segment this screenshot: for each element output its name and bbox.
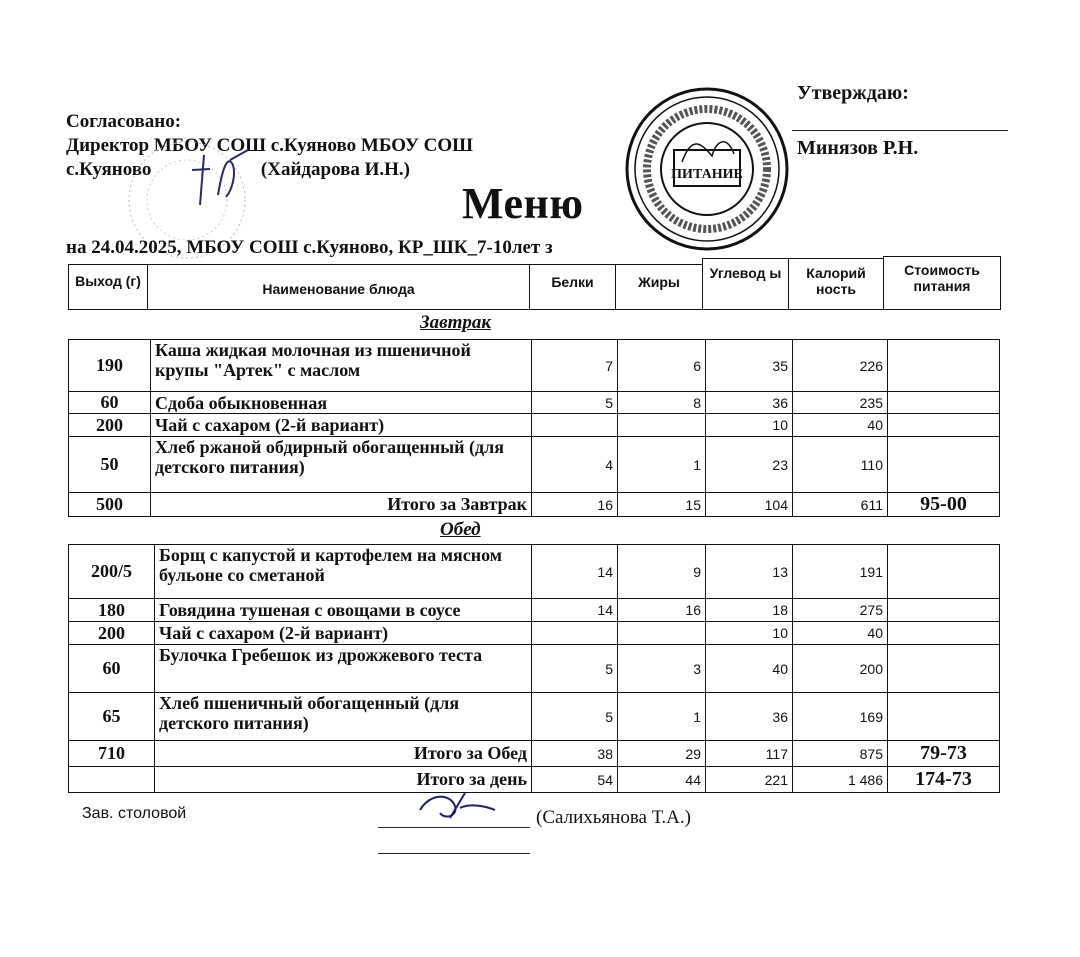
table-row [69, 340, 1000, 392]
cell-calories: 275 [793, 599, 888, 622]
header-name: Наименование блюда [147, 264, 530, 310]
cell-output: 200 [69, 622, 155, 645]
cell-cost [888, 414, 1000, 437]
cell-output: 200/5 [69, 545, 155, 599]
confirm-signature-line [792, 130, 1008, 131]
confirm-label: Утверждаю: [797, 82, 909, 104]
cell-carbs: 36 [706, 392, 793, 414]
cell-carbs: 40 [706, 645, 793, 693]
cell-cost: 174-73 [888, 767, 1000, 793]
table-row [69, 437, 1000, 493]
cell-fat [618, 414, 706, 437]
header-carbs: Углевод ы [702, 258, 789, 310]
cell-protein: 7 [532, 340, 618, 392]
approved-name: (Хайдарова И.Н.) [260, 159, 411, 180]
cell-name: Булочка Гребешок из дрожжевого теста [155, 645, 532, 693]
total-row [69, 741, 1000, 767]
cell-fat: 1 [618, 693, 706, 741]
table-row [69, 414, 1000, 437]
cell-carbs: 35 [706, 340, 793, 392]
stamp-text: ПИТАНИЕ [671, 167, 743, 182]
header-fat: Жиры [615, 264, 703, 310]
cell-carbs: 18 [706, 599, 793, 622]
cell-carbs: 104 [706, 493, 793, 517]
cell-carbs: 117 [706, 741, 793, 767]
cell-name: Хлеб пшеничный обогащенный (для детского питания) [155, 693, 532, 741]
table-row [69, 392, 1000, 414]
section-breakfast: Завтрак [420, 312, 492, 333]
table-row [69, 645, 1000, 693]
cell-name: Чай с сахаром (2-й вариант) [151, 414, 532, 437]
menu-subtitle: на 24.04.2025, МБОУ СОШ с.Куяново, КР_ШК_7-10лет з [66, 237, 553, 258]
signature-line [378, 827, 530, 828]
cell-cost [888, 599, 1000, 622]
cell-calories: 875 [793, 741, 888, 767]
cell-fat: 29 [618, 741, 706, 767]
cell-fat: 15 [618, 493, 706, 517]
cell-calories: 611 [793, 493, 888, 517]
cell-fat: 16 [618, 599, 706, 622]
cell-name: Борщ с капустой и картофелем на мясном бульоне со сметаной [155, 545, 532, 599]
cell-carbs: 10 [706, 414, 793, 437]
cell-fat: 1 [618, 437, 706, 493]
total-label: Итого за Обед [155, 741, 532, 767]
header-calories: Калорий ность [788, 258, 884, 310]
lunch-table [68, 544, 1000, 793]
cell-calories: 40 [793, 622, 888, 645]
approved-place: с.Куяново [66, 159, 152, 180]
cell-cost [888, 340, 1000, 392]
cell-output: 200 [69, 414, 151, 437]
cell-protein: 54 [532, 767, 618, 793]
cell-output: 500 [69, 493, 151, 517]
total-row [69, 493, 1000, 517]
cell-cost [888, 392, 1000, 414]
cell-fat: 8 [618, 392, 706, 414]
cell-cost [888, 437, 1000, 493]
cell-protein: 5 [532, 645, 618, 693]
day-total-row [69, 767, 1000, 793]
cell-output [69, 767, 155, 793]
director-signature [178, 135, 258, 215]
cell-output: 65 [69, 693, 155, 741]
cell-calories: 226 [793, 340, 888, 392]
approved-position: Директор МБОУ СОШ с.Куяново МБОУ СОШ [66, 135, 474, 156]
cell-fat: 9 [618, 545, 706, 599]
cell-carbs: 10 [706, 622, 793, 645]
header-protein: Белки [529, 264, 616, 310]
page-title: Меню [462, 179, 584, 228]
cell-protein [532, 622, 618, 645]
cell-cost [888, 645, 1000, 693]
header-cost: Стоимость питания [883, 256, 1001, 310]
cell-protein: 5 [532, 392, 618, 414]
cell-name: Чай с сахаром (2-й вариант) [155, 622, 532, 645]
footer-role: Зав. столовой [82, 805, 187, 822]
signature-line-2 [378, 853, 530, 854]
cell-protein: 4 [532, 437, 618, 493]
cell-output: 60 [69, 392, 151, 414]
cell-cost [888, 693, 1000, 741]
cell-carbs: 36 [706, 693, 793, 741]
cell-cost [888, 545, 1000, 599]
round-stamp [622, 84, 792, 254]
cell-cost [888, 622, 1000, 645]
cell-output: 190 [69, 340, 151, 392]
cell-calories: 169 [793, 693, 888, 741]
cell-carbs: 23 [706, 437, 793, 493]
cell-output: 180 [69, 599, 155, 622]
approved-label: Согласовано: [66, 111, 182, 132]
table-row [69, 545, 1000, 599]
cell-protein: 14 [532, 599, 618, 622]
cell-protein: 38 [532, 741, 618, 767]
cell-fat: 6 [618, 340, 706, 392]
cell-calories: 235 [793, 392, 888, 414]
cell-output: 60 [69, 645, 155, 693]
day-total-label: Итого за день [155, 767, 532, 793]
cell-protein: 5 [532, 693, 618, 741]
canteen-signature [410, 788, 500, 828]
header-output: Выход (г) [68, 264, 148, 310]
cell-carbs: 221 [706, 767, 793, 793]
table-row [69, 599, 1000, 622]
cell-fat: 3 [618, 645, 706, 693]
cell-cost: 79-73 [888, 741, 1000, 767]
confirm-name: Минязов Р.Н. [797, 137, 919, 159]
cell-fat [618, 622, 706, 645]
table-row [69, 622, 1000, 645]
cell-name: Каша жидкая молочная из пшеничной крупы "Артек" с маслом [151, 340, 532, 392]
footer-name: (Салихьянова Т.А.) [536, 807, 691, 828]
breakfast-table [68, 339, 1000, 517]
cell-protein: 14 [532, 545, 618, 599]
cell-calories: 110 [793, 437, 888, 493]
cell-fat: 44 [618, 767, 706, 793]
cell-protein [532, 414, 618, 437]
table-row [69, 693, 1000, 741]
cell-name: Сдоба обыкновенная [151, 392, 532, 414]
cell-calories: 1 486 [793, 767, 888, 793]
cell-name: Хлеб ржаной обдирный обогащенный (для детского питания) [151, 437, 532, 493]
cell-carbs: 13 [706, 545, 793, 599]
cell-calories: 191 [793, 545, 888, 599]
total-label: Итого за Завтрак [151, 493, 532, 517]
cell-calories: 40 [793, 414, 888, 437]
cell-output: 50 [69, 437, 151, 493]
cell-output: 710 [69, 741, 155, 767]
cell-cost: 95-00 [888, 493, 1000, 517]
cell-protein: 16 [532, 493, 618, 517]
cell-name: Говядина тушеная с овощами в соусе [155, 599, 532, 622]
cell-calories: 200 [793, 645, 888, 693]
section-lunch: Обед [440, 519, 481, 540]
